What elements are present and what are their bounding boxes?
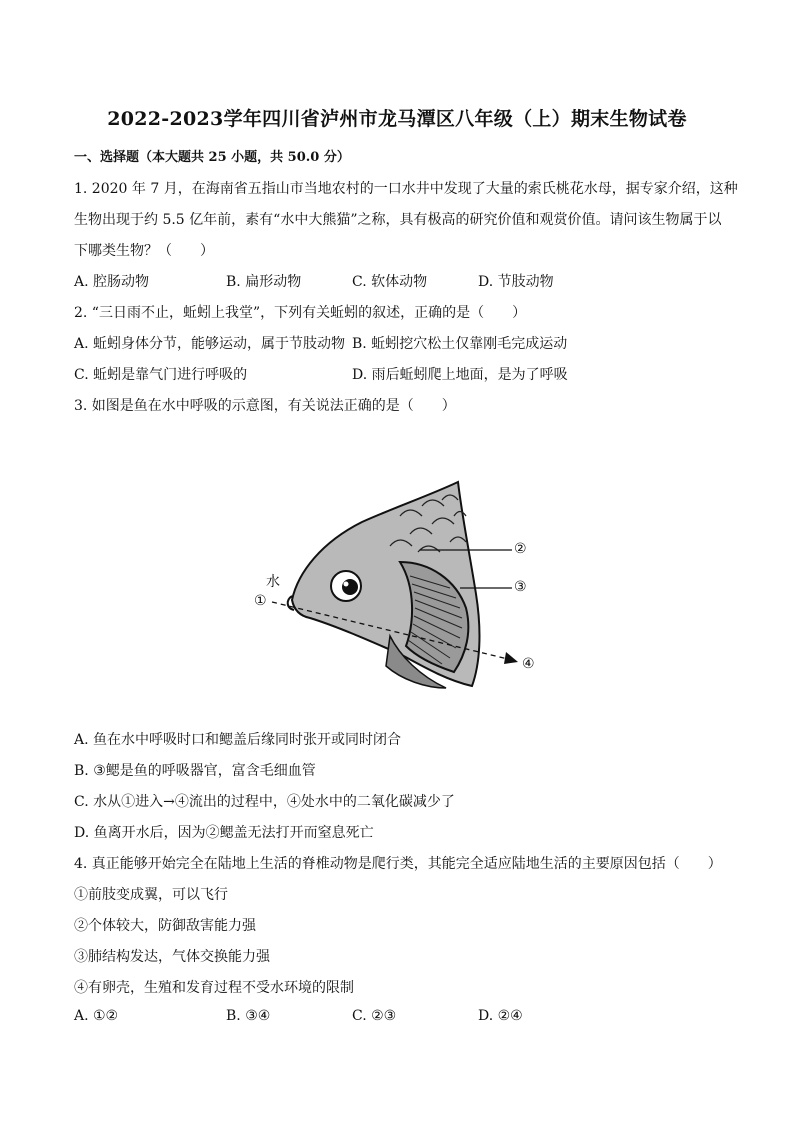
q4-stem: 4. 真正能够开始完全在陆地上生活的脊椎动物是爬行类，其能完全适应陆地生活的主要原因包括（ ）	[74, 856, 722, 872]
q1-stem-line-3: 下哪类生物？（ ）	[74, 243, 214, 259]
q1-stem-line-2: 生物出现于约 5.5 亿年前，素有“水中大熊猫”之称，具有极高的研究价值和观赏价值。请问该生物属于以	[74, 212, 722, 228]
q2-option-b: B. 蚯蚓挖穴松土仅靠刚毛完成运动	[352, 336, 568, 352]
q1-option-b: B. 扁形动物	[226, 274, 302, 290]
q3-option-d: D. 鱼离开水后，因为②鳃盖无法打开而窒息死亡	[74, 825, 374, 841]
q1-option-c: C. 软体动物	[352, 274, 428, 290]
q2-option-a: A. 蚯蚓身体分节，能够运动，属于节肢动物	[74, 336, 346, 352]
q3-option-c: C. 水从①进入→④流出的过程中，④处水中的二氧化碳减少了	[74, 794, 455, 810]
q4-item-4: ④有卵壳，生殖和发育过程不受水环境的限制	[74, 980, 354, 996]
q4-item-3: ③肺结构发达，气体交换能力强	[74, 949, 270, 965]
q3-option-b: B. ③鳃是鱼的呼吸器官，富含毛细血管	[74, 763, 316, 779]
q4-item-2: ②个体较大，防御敌害能力强	[74, 918, 256, 934]
q3-option-a: A. 鱼在水中呼吸时口和鳃盖后缘同时张开或同时闭合	[74, 732, 402, 748]
label-3: ③	[514, 579, 527, 595]
label-water: 水	[266, 574, 280, 590]
label-2: ②	[514, 541, 527, 557]
fish-respiration-figure	[250, 476, 550, 696]
page-title: 2022-2023学年四川省泸州市龙马潭区八年级（上）期末生物试卷	[107, 108, 687, 130]
flow-arrowhead	[504, 652, 518, 664]
q1-option-d: D. 节肢动物	[478, 274, 554, 290]
label-1: ①	[254, 593, 267, 609]
q1-stem-line-1: 1. 2020 年 7 月，在海南省五指山市当地农村的一口水井中发现了大量的索氏桃花水母，据专家介绍，这种	[74, 181, 738, 197]
q4-option-c: C. ②③	[352, 1008, 397, 1024]
q4-option-b: B. ③④	[226, 1008, 271, 1024]
q1-option-a: A. 腔肠动物	[74, 274, 150, 290]
q4-option-d: D. ②④	[478, 1008, 523, 1024]
q2-stem: 2. “三日雨不止，蚯蚓上我堂”，下列有关蚯蚓的叙述，正确的是（ ）	[74, 305, 527, 321]
fish-diagram	[250, 476, 550, 696]
q4-item-1: ①前肢变成翼，可以飞行	[74, 887, 228, 903]
label-4: ④	[522, 656, 535, 672]
q4-option-a: A. ①②	[74, 1008, 119, 1024]
q2-option-c: C. 蚯蚓是靠气门进行呼吸的	[74, 367, 248, 383]
q3-stem: 3. 如图是鱼在水中呼吸的示意图，有关说法正确的是（ ）	[74, 398, 456, 414]
section-heading: 一、选择题（本大题共 25 小题，共 50.0 分）	[74, 150, 350, 165]
q2-option-d: D. 雨后蚯蚓爬上地面，是为了呼吸	[352, 367, 568, 383]
